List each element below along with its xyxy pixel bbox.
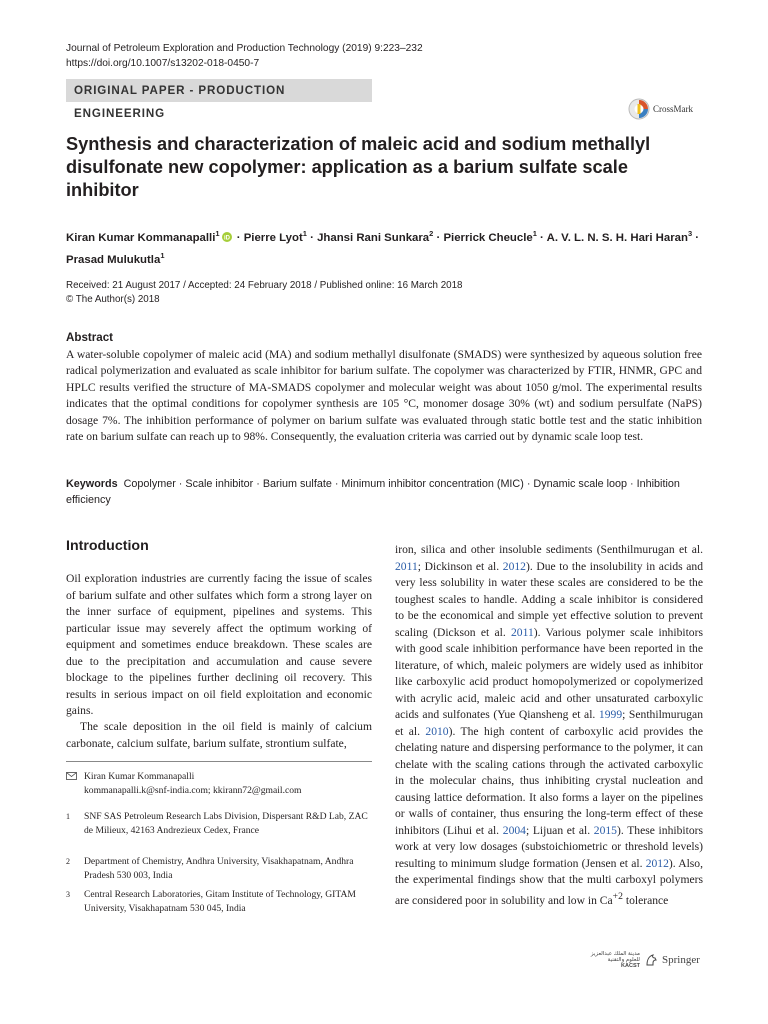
envelope-icon [66,772,77,780]
correspondence-name: Kiran Kumar Kommanapalli [84,771,195,782]
intro-text: ; Lijuan et al. [525,823,594,837]
kacst-logo [586,951,640,969]
intro-text: tolerance [622,893,669,907]
dates-line: Received: 21 August 2017 / Accepted: 24 February 2018 / Published online: 16 March 2018 [66,280,463,291]
keywords-text: Copolymer · Scale inhibitor · Barium sulfate · Minimum inhibitor concentration (MIC) · Dynamic scale loop · Inhibition efficiency [66,478,680,507]
journal-citation: Journal of Petroleum Exploration and Production Technology (2019) 9:223–232 [66,43,423,54]
orcid-icon[interactable] [222,232,232,242]
author-name[interactable]: Prasad Mulukutla [66,254,161,267]
intro-paragraph-2: The scale deposition in the oil field is mainly of calcium carbonate, calcium sulfate, barium sulfate, strontium sulfate, [66,720,372,750]
citation-link[interactable]: 1999 [598,708,623,721]
superscript-charge: +2 [612,890,623,902]
keywords [66,476,702,509]
kacst-label: KACST [621,963,640,969]
journal-header [66,41,423,71]
publication-history [66,279,463,307]
affiliation-footnote [0,810,380,854]
publisher-footer [586,947,706,973]
citation-link[interactable]: 2010 [425,724,449,738]
author-affiliation-mark: 1 [532,229,537,238]
author-affiliation-mark: 1 [215,229,220,238]
affiliation-mark: 2 [66,857,70,866]
correspondence-email[interactable]: kommanapalli.k@snf-india.com; kkirann72@gmail.com [84,784,302,796]
affiliation-footnote [0,855,380,885]
introduction-heading: Introduction [66,538,149,554]
citation-link[interactable]: 2004 [502,823,526,837]
correspondence-footnote [66,770,372,800]
author-affiliation-mark: 3 [687,229,693,238]
author-affiliation-mark: 2 [429,229,434,238]
affiliation-text: SNF SAS Petroleum Research Labs Division, Dispersant R&D Lab, ZAC de Milieux, 42163 Andrezieux Cedex, France [84,811,368,836]
author-affiliation-mark: 1 [160,251,165,261]
intro-right-column [395,542,703,909]
doi-link[interactable]: https://doi.org/10.1007/s13202-018-0450-7 [66,58,260,69]
citation-link[interactable]: 2011 [510,625,534,639]
intro-text: ). Due to the insolubility in acids and very less solubility in water these scales are considered to be the toughest scales to handle. Adding a scale inhibitor is considered to be the economical and simple yet effective solution to prevent scaling (Dickson et al. [395,559,703,639]
springer-horse-icon [644,953,658,967]
intro-text: ). Various polymer scale inhibitors with good scale inhibition performance have been reported in the literature, of which, maleic polymers are widely used as inhibitor like carboxylic acid product homopolymerized or copolymerized with acrylic acid, maleic acid and other unsaturated carboxylic acids and sulfonates (Yue Qiansheng et al. [395,625,703,721]
citation-link[interactable]: 2011 [395,559,418,573]
citation-link[interactable]: 2012 [502,559,526,573]
kacst-arabic-text: مدينة الملك عبدالعزيز للعلوم والتقنية [590,951,640,963]
author-name[interactable]: Pierre Lyot [243,231,303,244]
crossmark-icon [628,98,650,120]
article-title: Synthesis and characterization of maleic acid and sodium methallyl disulfonate new copolymer: application as a barium sulfate scale inhibitor [66,134,651,200]
intro-text: ). These inhibitors work at very low dosages (substoichiometric or threshold levels) resulting to minimum sludge formation (Jensen et al. [395,823,703,870]
author-list: Kiran Kumar Kommanapalli$^1$ iD · Pierre Lyot$^1$ · Jhansi Rani Sunkara$^2$ · Pierrick Cheucle$^1$ · A. V. L. N. S. H. Hari Haran$^3$ · Prasad Mulukutla$^1$ [66,229,700,267]
abstract-heading: Abstract [66,331,114,344]
abstract-text: A water-soluble copolymer of maleic acid (MA) and sodium methallyl disulfonate (SMADS) were synthesized by aqueous solution free radical polymerization and evaluated as scale inhibitor for barium sulfate. The copolymer was characterized by FTIR, HNMR, GPC and HPLC results verified the structure of MA-SMADS copolymer and molecular weight was about 1050 g/mol. The experimental results indicates that the optimal conditions for copolymer synthesis are 105 °C, monomer dosage 30% (wt) and sodium persulfate (NaPS) dosage 7%. The inhibition performance of polymer on barium sulfate was evaluated through static bottle test and the static inhibition rate on barium sulfate can reach up to 98%. Consequently, the evaluation criteria was carried out by dynamic scale loop test. [66,348,702,444]
intro-text: ; Dickinson et al. [417,559,503,573]
intro-paragraph-1: Oil exploration industries are currently facing the issue of scales of barium sulfate and other sulfates which form a strong layer on the inner surface of equipment, pipelines and systems. This particular issue may severely affect the optimum working of equipment and sometimes enduce breakdown. These scales are due to the precipitation and accumulation and cause severe blockage to the pipelines further declining oil recovery. This results in serious impact on oil field exploitation and economic gains. [66,572,372,717]
affiliation-mark: 3 [66,890,70,899]
author-name[interactable]: Kiran Kumar Kommanapalli [66,231,216,244]
intro-text: ). The high content of carboxylic acid provides the chelating nature and dispersing performance to the polymer, it can chelate with the scaling cations through the activated carboxylic in the molecular chains, thus inhibiting crystal nucleation and causing lattice deformation. It also forms a layer on the pipelines or walls of container, thus ensuring the long-term effect of these inhibitors (Lihui et al. [395,724,703,837]
author-affiliation-mark: 1 [302,229,307,238]
intro-text: ). Also, the experimental findings show that the multi carboxyl polymers are considered poor in solubility and low in Ca [395,856,703,907]
affiliation-text: Central Research Laboratories, Gitam Institute of Technology, GITAM University, Visakhapatnam 530 045, India [84,889,356,914]
affiliation-text: Department of Chemistry, Andhra University, Visakhapatnam, Andhra Pradesh 530 003, India [84,856,354,881]
svg-text:iD: iD [223,235,230,242]
article-type-badge: ORIGINAL PAPER - PRODUCTION ENGINEERING [66,79,372,102]
crossmark-button[interactable] [628,96,704,122]
springer-label: Springer [662,954,700,966]
author-name[interactable]: Pierrick Cheucle [443,231,533,244]
author-name[interactable]: Jhansi Rani Sunkara [317,231,430,244]
intro-text: iron, silica and other insoluble sediments (Senthilmurugan et al. [395,543,703,556]
affiliation-footnote [0,888,380,932]
crossmark-label: CrossMark [653,104,693,114]
author-name[interactable]: A. V. L. N. S. H. Hari Haran [546,231,688,244]
footnote-divider [66,761,372,762]
copyright-line: © The Author(s) 2018 [66,294,160,305]
intro-text: ; Senthilmurugan et al. [395,708,703,738]
citation-link[interactable]: 2015 [593,823,617,837]
citation-link[interactable]: 2012 [645,856,669,870]
keywords-label: Keywords [66,478,118,490]
affiliation-mark: 1 [66,812,70,821]
